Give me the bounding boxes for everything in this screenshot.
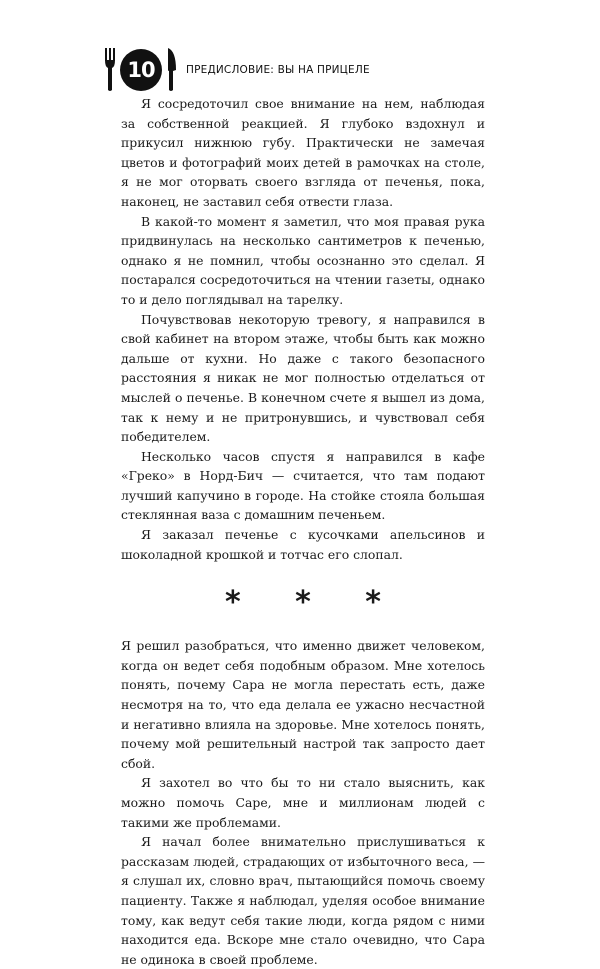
running-title: ПРЕДИСЛОВИЕ: ВЫ НА ПРИЦЕЛЕ [186,64,370,76]
fork-icon [104,48,116,92]
paragraph: В какой-то момент я заметил, что моя правая рука придвинулась на несколько сантиметров к печенью, однако я не помнил, чтобы осознанно это сделал. Я постарался сосредоточиться на чтении газеты, однако то и дело поглядывал на тарелку. [121,213,485,307]
page-header [104,48,370,92]
knife-icon [165,48,177,92]
paragraph: Я сосредоточил свое внимание на нем, наблюдая за собственной реакцией. Я глубоко вздохнул и прикусил нижнюю губу. Практически не замечая цветов и фотографий моих детей в рамочках на столе, я не мог оторвать своего взгляда от печенья, пока, наконец, не заставил себя отвести глаза. [121,96,485,209]
page-number-badge: 10 [120,49,162,91]
paragraph: Я решил разобраться, что именно движет человеком, когда он ведет себя подобным образом. Мне хотелось понять, почему Сара не могла перестать есть, даже несмотря на то, что еда делала ее ужасно несчастной и негативно влияла на здоровье. Мне хотелось понять, почему мой решительный настрой так запросто дает сбой. [121,638,485,771]
page-body [121,94,485,969]
paragraph: Я начал более внимательно прислушиваться к рассказам людей, страдающих от избыточного веса, — я слушал их, словно врач, пытающийся помочь своему пациенту. Также я наблюдал, уделяя особое внимание тому, как ведут себя такие люди, когда рядом с ними находится еда. Вскоре мне стало очевидно, что Сара не одинока в своей проблеме. [121,834,485,967]
paragraph: Я захотел во что бы то ни стало выяснить, как можно помочь Саре, мне и миллионам людей с такими же проблемами. [121,775,485,830]
paragraph: Почувствовав некоторую тревогу, я направился в свой кабинет на втором этаже, чтобы быть как можно дальше от кухни. Но даже с такого безопасного расстояния я никак не мог полностью отделаться от мыслей о печенье. В конечном счете я вышел из дома, так к нему и не притронувшись, и чувствовал себя победителем. [121,311,485,445]
paragraph: Я заказал печенье с кусочками апельсинов и шоколадной крошкой и тотчас его слопал. [121,527,485,562]
section-separator: * * * [225,585,403,621]
paragraph: Несколько часов спустя я направился в кафе «Греко» в Норд-Бич — считается, что там подают лучший капучино в городе. На стойке стояла большая стеклянная ваза с домашним печеньем. [121,448,485,523]
